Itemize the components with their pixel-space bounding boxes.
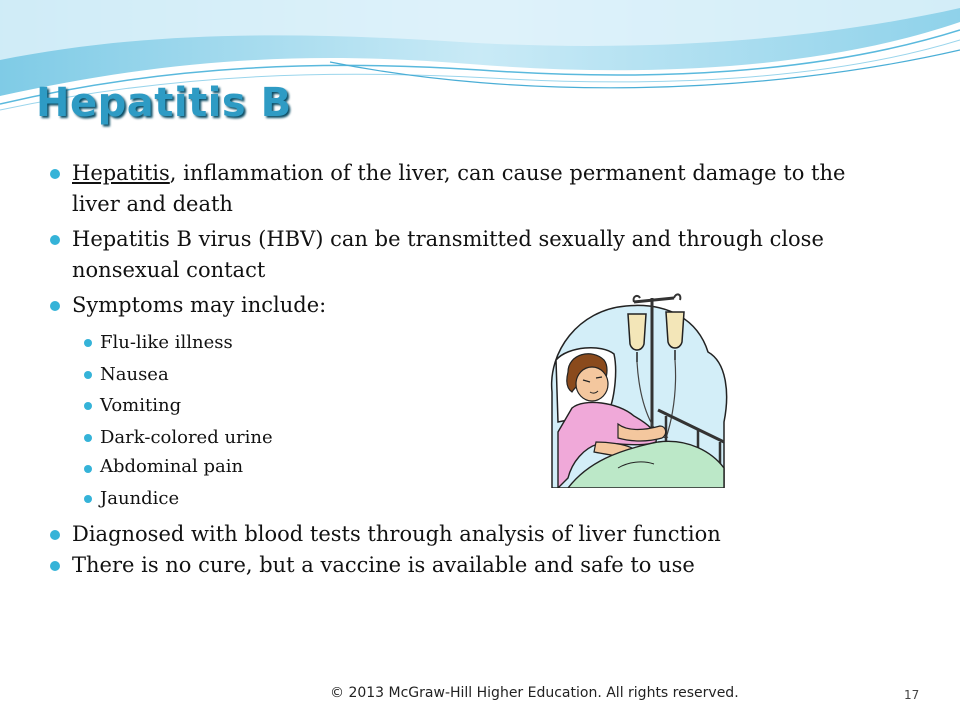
sick-patient-iv-drip-icon [548, 292, 730, 488]
copyright-footer: © 2013 McGraw-Hill Higher Education. All rights reserved. [330, 685, 739, 701]
bullet-hepatitis-definition [50, 158, 880, 220]
symptom-item: Nausea [84, 359, 880, 391]
hepatitis-term: Hepatitis [72, 161, 170, 185]
bullet-treatment: There is no cure, but a vaccine is available and safe to use [50, 550, 880, 581]
hepatitis-definition-text: , inflammation of the liver, can cause permanent damage to the liver and death [72, 161, 846, 216]
symptom-item: Abdominal pain [84, 453, 880, 480]
bullet-list [50, 158, 880, 581]
symptom-item: Vomiting [84, 390, 880, 422]
symptom-item: Flu-like illness [84, 327, 880, 359]
symptoms-heading: Symptoms may include: [72, 293, 327, 317]
symptom-item: Dark-colored urine [84, 422, 880, 454]
symptom-item: Jaundice [84, 483, 880, 515]
page-number: 17 [904, 688, 920, 702]
slide-title: Hepatitis B [36, 80, 292, 126]
bullet-symptoms [50, 290, 880, 515]
symptom-list [72, 327, 880, 515]
bullet-transmission: Hepatitis B virus (HBV) can be transmitted sexually and through close nonsexual contact [50, 224, 880, 286]
bullet-diagnosis: Diagnosed with blood tests through analysis of liver function [50, 519, 880, 550]
